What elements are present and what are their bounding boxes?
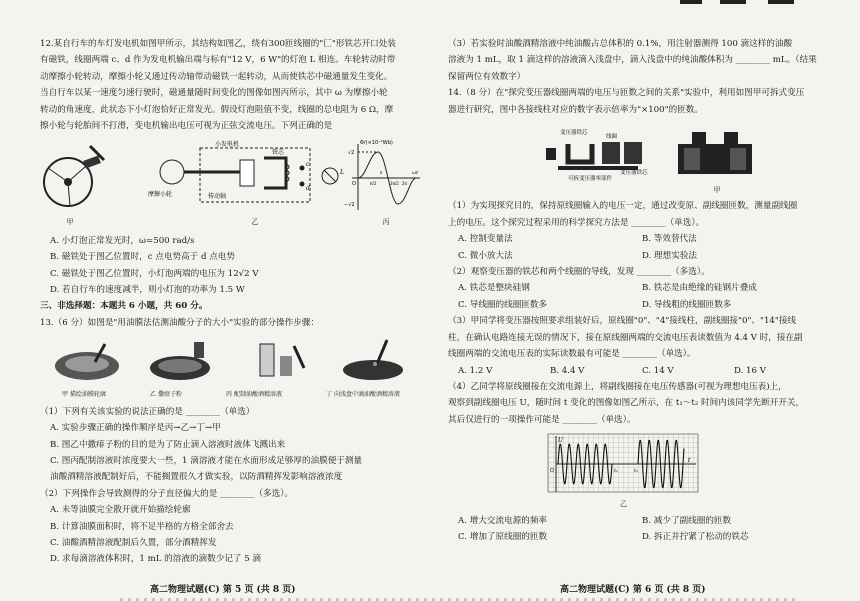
- photo-caption: 丁 向浅盘中滴油酸酒精溶液: [326, 391, 400, 399]
- left-column: [40, 36, 422, 568]
- q14-part2: （2）观察变压器的铁芯和两个线圈的导线，发现 ________（多选）。: [448, 267, 710, 278]
- q14-part2-options: [448, 297, 826, 313]
- graph-top-value: √2: [348, 150, 355, 157]
- q13-part2-option: A. 未等油膜完全散开就开始描绘轮廓: [50, 505, 191, 516]
- q13-part3-line: 溶液为 1 mL，取 1 滴这样的溶液滴入浅盘中，滴入浅盘中的纯油酸体积为 ________ mL。（结果: [448, 55, 817, 66]
- graph-bottom-value: −√2: [344, 202, 355, 209]
- photo-caption: 丙 配制油酸酒精溶液: [226, 391, 282, 399]
- q13-part1-option: 油酸酒精溶液配制好后，不能搁置很久才做实验，以防酒精挥发影响溶液浓度: [50, 472, 343, 483]
- q14-option: A. 1.2 V: [458, 365, 493, 376]
- generator-diagram: [160, 148, 338, 202]
- q14-part2-options: [448, 280, 826, 296]
- q14-part4-line: 观察到副线圈电压 U，随时间 t 变化的图像如图乙所示，在 t₁～t₂ 时间内该同学先断开开关，: [448, 398, 805, 409]
- label-shaft: 传动轴: [208, 193, 227, 201]
- flux-graph: [352, 144, 420, 210]
- q14-option: D. 导线粗的线圈匝数多: [642, 299, 732, 310]
- page-footer-right: 高二物理试题(C) 第 6 页 (共 8 页): [560, 585, 706, 595]
- q14-option: C. 导线圈的线圈匝数多: [458, 299, 548, 310]
- graph-t2: t₂: [634, 468, 639, 475]
- q14-option: D. 拆正并拧紧了松动的铁芯: [642, 531, 749, 542]
- scan-marks: [680, 0, 800, 6]
- q13-part2: （2）下列操作会导致测得的分子直径偏大的是 ________（多选）。: [40, 488, 294, 499]
- graph-tick: π: [380, 170, 383, 176]
- q13-photo-captions: [40, 387, 422, 403]
- photo-caption: 甲 描绘油膜轮廓: [62, 391, 106, 399]
- q12-stem-line: 12.某自行车的车灯发电机如图甲所示，其结构如图乙，绕有300匝线圈的"匚"形铁芯开口处装: [40, 39, 396, 49]
- question-12: [40, 36, 422, 298]
- graph-t-axis: t: [688, 457, 691, 465]
- q14-part1-line: （1）为实现探究目的，保持原线圈输入的电压一定，通过改变原、副线圈匝数，测量副线圈: [448, 201, 798, 212]
- q12-stem-line: 擦小轮与轮胎间不打滑，变电机输出电压可视为正弦交流电压。下列正确的是: [40, 121, 333, 132]
- q13-part1-option: A. 实验步骤正确的操作顺序是丙→乙→丁→甲: [50, 423, 221, 434]
- q14-part4-line: （4）乙同学将原线圈接在交流电源上，将副线圈接在电压传感器(可视为理想电压表)上，: [448, 381, 787, 392]
- q14-option: A. 控制变量法: [458, 234, 513, 245]
- q14-part1-line: 上的电压。这个探究过程采用的科学探究方法是 ________（单选）。: [448, 217, 705, 228]
- q14-option: B. 4.4 V: [550, 365, 585, 376]
- q14-part3-line: 柱，在确认电路连接无误的情况下，接在原线圈两端的交流电压表读数值为 4.4 V 时，接在副: [448, 332, 803, 343]
- q14-stem-line: 14.（8 分）在"探究变压器线圈两端的电压与匝数之间的关系"实验中，利用如图甲可拆式变压: [448, 88, 805, 99]
- section-heading: 三、非选择题：本题共 6 小题，共 60 分。: [40, 301, 208, 312]
- question-13: [40, 315, 422, 568]
- graph-tick: 3π/2: [390, 181, 399, 187]
- q13-photos: [40, 335, 422, 387]
- photo-powder-icon: [144, 338, 222, 384]
- graph-t1: t₁: [614, 468, 619, 475]
- q14-option: D. 理想实验法: [642, 250, 698, 261]
- assembled-transformer: [678, 132, 752, 174]
- caption-bing: 丙: [382, 218, 390, 227]
- q14-figure-jia: [448, 122, 826, 184]
- q13-part2-option: D. 求每滴溶液体积时，1 mL 的溶液的滴数少记了 5 滴: [50, 554, 262, 565]
- graph-x-label: ωt: [412, 170, 419, 177]
- q14-option: C. 增加了原线圈的匝数: [458, 531, 548, 542]
- label-part: 变压器铁芯: [620, 170, 648, 177]
- label-detachable: 可拆变压器零部件: [568, 176, 613, 183]
- label-transformer-core: 变压器铁芯: [560, 130, 588, 137]
- q14-part4-options: [448, 513, 826, 529]
- label-l: L: [340, 169, 344, 177]
- q14-figure-yi: [448, 432, 826, 496]
- q12-option-b: B. 磁铁处于图乙位置时，c 点电势高于 d 点电势: [50, 252, 235, 263]
- q14-part4-options: [448, 529, 826, 545]
- q14-part1-options: [448, 248, 826, 264]
- q13-part1: （1）下列有关该实验的说法正确的是 ________（单选）: [40, 406, 255, 417]
- graph-origin: O: [352, 181, 356, 188]
- q14-option: B. 铁芯是由绝缘的硅钢片叠成: [642, 283, 757, 294]
- q13-part3-line: 保留两位有效数字）: [448, 71, 526, 82]
- q12-figure-svg: [40, 138, 422, 214]
- graph-u-label: U: [558, 437, 564, 445]
- label-d: d: [306, 185, 310, 193]
- transformer-parts: [546, 142, 642, 168]
- graph-y-label: Φ/(×10⁻²Wb): [360, 140, 393, 147]
- q12-option-a: A. 小灯泡正常发光时，ω=500 rad/s: [50, 235, 195, 246]
- right-column: [448, 36, 826, 545]
- q14-part3-line: （3）甲同学将变压器按照要求组装好后，原线圈"0"、"4"接线柱，副线圈接"0"、"14"接线: [448, 316, 797, 327]
- q12-stem-line: 有磁铁，线圈两端 c、d 作为发电机输出端与标有"12 V，6 W"的灯泡 L 相连。车轮转动时带: [40, 55, 396, 66]
- caption-jia: 甲: [66, 218, 74, 227]
- q13-stem: 13.（6 分）如图是"用油膜法估测油酸分子的大小"实验的部分操作步骤：: [40, 317, 319, 328]
- label-core: 铁芯: [272, 149, 285, 157]
- label-coil: 线圈: [606, 134, 618, 141]
- q14-part3-options: [448, 363, 826, 379]
- caption-yi: 乙: [251, 218, 259, 227]
- q13-part3-line: （3）若实验时油酸酒精溶液中纯油酸占总体积的 0.1%，用注射器测得 100 滴这样的油酸: [448, 39, 793, 49]
- page-footer-left: 高二物理试题(C) 第 5 页 (共 8 页): [150, 585, 296, 595]
- question-14: [448, 85, 826, 545]
- q14-part1-options: [448, 231, 826, 247]
- q12-figure-captions: [40, 214, 422, 230]
- q13-part1-option: B. 图乙中撒痱子粉的目的是为了防止滴入溶液时液体飞溅出来: [50, 439, 286, 450]
- q14-part3-line: 线圈两端的交流电压表的实际读数最有可能是 ________（单选）。: [448, 349, 696, 360]
- q12-option-c: C. 磁铁处于图乙位置时，小灯泡两端的电压为 12√2 V: [50, 268, 259, 279]
- q13-part2-option: B. 计算油膜面积时，将不足半格的方格全部舍去: [50, 521, 234, 532]
- q14-option: A. 铁芯是整块硅钢: [458, 283, 530, 294]
- q14-option: C. 微小放大法: [458, 250, 513, 261]
- caption-jia: 甲: [713, 186, 721, 195]
- q14-option: D. 16 V: [734, 365, 766, 376]
- q14-option: C. 14 V: [642, 365, 674, 376]
- photo-caption: 乙 撒痱子粉: [150, 391, 182, 399]
- label-wheel: 摩擦小轮: [148, 191, 173, 199]
- photo-dropping-icon: [335, 338, 413, 384]
- q14-stem-line: 器进行研究，图中各接线柱对应的数字表示倍率为"×100"的匝数。: [448, 104, 703, 115]
- q14-option: B. 减少了副线圈的匝数: [642, 515, 732, 526]
- q14-option: A. 增大交流电源的频率: [458, 515, 548, 526]
- q14-option: B. 等效替代法: [642, 234, 697, 245]
- q12-stem-line: 转动的角速度，此状态下小灯泡恰好正常发光。假设灯泡阻值不变，线圈的总电阻为 6 Ω，摩: [40, 104, 394, 115]
- graph-tick: 2π: [402, 181, 407, 187]
- q13-part2-option: C. 油酸酒精溶液配制后久置，部分酒精挥发: [50, 537, 217, 548]
- q12-stem-line: 动摩擦小轮转动，摩擦小轮又通过传动轴带动磁铁一起转动，从而使铁芯中磁通量发生变化。: [40, 71, 393, 82]
- caption-yi: 乙: [620, 500, 627, 509]
- voltage-graph-svg: [448, 432, 826, 496]
- photo-tracing-icon: [49, 338, 127, 384]
- q12-stem-line: 当自行车以某一速度匀速行驶时，磁通量随时间变化的图像如图丙所示，其中 ω 为摩擦小轮: [40, 88, 388, 99]
- label-c: c: [306, 161, 310, 169]
- graph-origin: O: [550, 468, 554, 475]
- transformer-figure-svg: [448, 122, 826, 184]
- q13-part1-option: C. 图丙配制溶液时浓度要大一些，1 滴溶液才能在水面形成足够厚的油膜便于测量: [50, 455, 363, 466]
- bicycle-illustration: [44, 146, 104, 206]
- photo-solution-icon: [240, 338, 318, 384]
- q14-part4-line: 其后仅进行的一项操作可能是 ________（单选）。: [448, 414, 636, 425]
- graph-tick: π/2: [370, 181, 377, 187]
- q12-figure: [40, 138, 422, 214]
- label-generator: 小发电机: [215, 141, 240, 149]
- q12-option-d: D. 若自行车的速度减半，则小灯泡的功率为 1.5 W: [50, 285, 245, 296]
